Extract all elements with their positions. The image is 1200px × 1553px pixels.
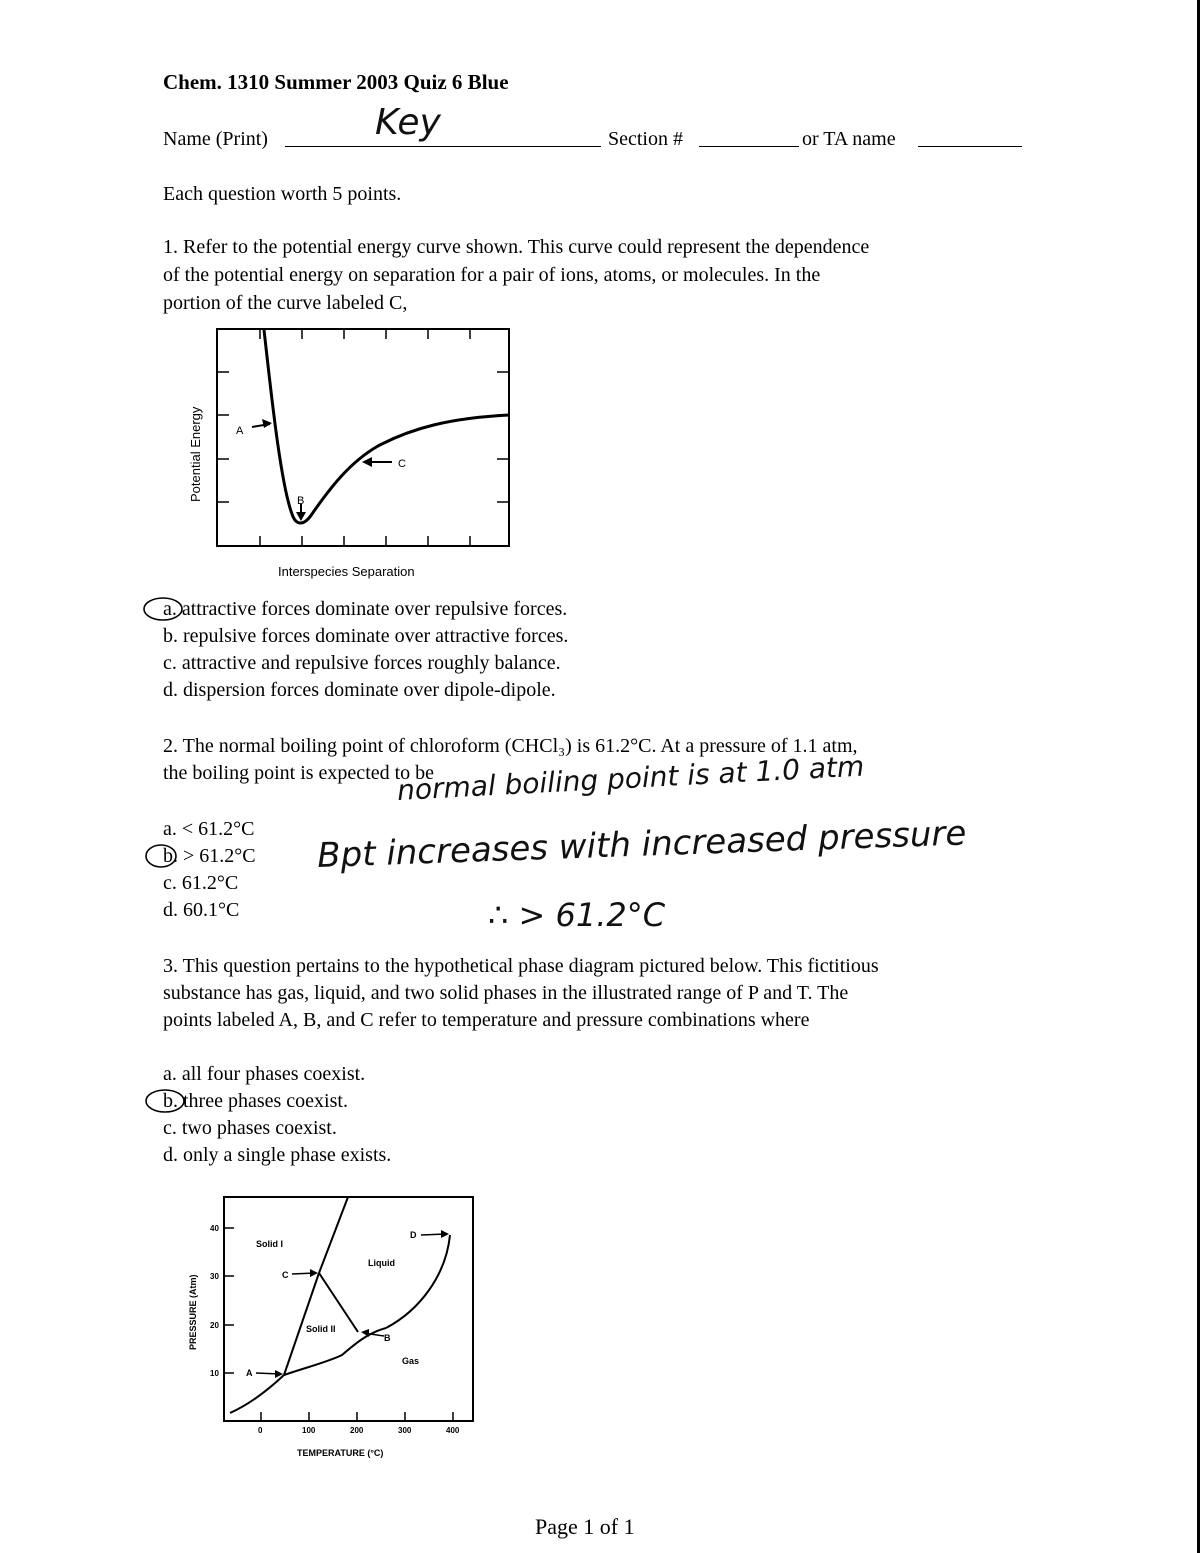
- chart-ylabel: Potential Energy: [188, 406, 203, 502]
- x-tick: 300: [398, 1426, 412, 1435]
- name-field[interactable]: [285, 126, 601, 147]
- ta-field[interactable]: [918, 126, 1022, 147]
- q2-text-line: 2. The normal boiling point of chloroform (CHCl₃) is 61.2°C. At a pressure of 1.1 atm,: [163, 735, 858, 757]
- q1-text-line: portion of the curve labeled C,: [163, 292, 408, 314]
- q2-option[interactable]: a. < 61.2°C: [163, 818, 255, 840]
- diagram-frame: [224, 1197, 473, 1421]
- q3-option[interactable]: a. all four phases coexist.: [163, 1063, 366, 1085]
- q1-text-line: of the potential energy on separation for a pair of ions, atoms, or molecules. In the: [163, 264, 821, 286]
- handwritten-note: normal boiling point is at 1.0 atm: [396, 749, 865, 807]
- label-a: A: [236, 425, 244, 437]
- phase-boundaries: [230, 1197, 450, 1413]
- quiz-title: Chem. 1310 Summer 2003 Quiz 6 Blue: [163, 70, 509, 94]
- marker-c: [362, 457, 406, 470]
- x-tick: 200: [350, 1426, 364, 1435]
- y-tick: 40: [210, 1224, 219, 1233]
- diagram-ticks: [224, 1228, 453, 1421]
- name-label: Name (Print): [163, 128, 268, 150]
- handwritten-note: ∴ > 61.2°C: [488, 896, 666, 934]
- diagram-y-ticks: [210, 1224, 219, 1378]
- point-label-b: B: [384, 1333, 391, 1343]
- region-label: Gas: [402, 1356, 420, 1366]
- vaporization-curve: [386, 1235, 450, 1328]
- solid2-gas-curve: [284, 1328, 386, 1375]
- phase-diagram: [180, 1190, 490, 1470]
- q2-option[interactable]: c. 61.2°C: [163, 872, 239, 894]
- region-label: Solid I: [256, 1239, 283, 1249]
- handwritten-name: Key: [375, 102, 441, 143]
- q1-option[interactable]: a. attractive forces dominate over repulsive forces.: [163, 598, 568, 620]
- q1-option[interactable]: d. dispersion forces dominate over dipole-dipole.: [163, 679, 556, 701]
- instructions: Each question worth 5 points.: [163, 183, 402, 205]
- page-number: Page 1 of 1: [535, 1514, 635, 1539]
- label-c: C: [398, 458, 406, 470]
- x-tick: 400: [446, 1426, 460, 1435]
- chart-xlabel: Interspecies Separation: [278, 564, 415, 579]
- diagram-ylabel: PRESSURE (Atm): [188, 1274, 198, 1350]
- q1-text-line: 1. Refer to the potential energy curve shown. This curve could represent the dependence: [163, 236, 870, 258]
- region-label: Liquid: [368, 1258, 395, 1268]
- section-field[interactable]: [699, 126, 799, 147]
- q3-option[interactable]: c. two phases coexist.: [163, 1117, 337, 1139]
- q3-text-line: 3. This question pertains to the hypothetical phase diagram pictured below. This fictitious: [163, 955, 879, 977]
- y-tick: 30: [210, 1272, 219, 1281]
- q1-option[interactable]: b. repulsive forces dominate over attractive forces.: [163, 625, 569, 647]
- potential-energy-chart: [180, 322, 520, 584]
- q2-text-line: the boiling point is expected to be: [163, 762, 435, 784]
- ta-label: or TA name: [802, 128, 896, 150]
- point-label-a: A: [246, 1368, 253, 1378]
- diagram-x-ticks: [258, 1426, 460, 1435]
- x-tick: 100: [302, 1426, 316, 1435]
- chart-frame: [217, 329, 509, 546]
- marker-a: [236, 419, 272, 437]
- q3-option[interactable]: d. only a single phase exists.: [163, 1144, 392, 1166]
- region-label: Solid II: [306, 1324, 336, 1334]
- y-tick: 10: [210, 1369, 219, 1378]
- q2-option[interactable]: d. 60.1°C: [163, 899, 240, 921]
- label-b: B: [297, 495, 305, 507]
- diagram-xlabel: TEMPERATURE (°C): [297, 1448, 384, 1458]
- q3-text-line: substance has gas, liquid, and two solid phases in the illustrated range of P and T. The: [163, 982, 849, 1004]
- section-label: Section #: [608, 128, 683, 150]
- q3-option[interactable]: b. three phases coexist.: [163, 1090, 348, 1112]
- x-tick: 0: [258, 1426, 263, 1435]
- q1-option[interactable]: c. attractive and repulsive forces roughly balance.: [163, 652, 561, 674]
- y-tick: 20: [210, 1321, 219, 1330]
- handwritten-note: Bpt increases with increased pressure: [316, 813, 967, 876]
- solid1-liquid-line: [319, 1197, 348, 1273]
- point-label-d: D: [410, 1230, 417, 1240]
- marker-b: [296, 495, 306, 521]
- q3-text-line: points labeled A, B, and C refer to temperature and pressure combinations where: [163, 1009, 810, 1031]
- q2-option[interactable]: b. > 61.2°C: [163, 845, 256, 867]
- point-label-c: C: [282, 1270, 289, 1280]
- chart-ticks: [217, 329, 509, 546]
- sublimation-curve: [230, 1375, 284, 1413]
